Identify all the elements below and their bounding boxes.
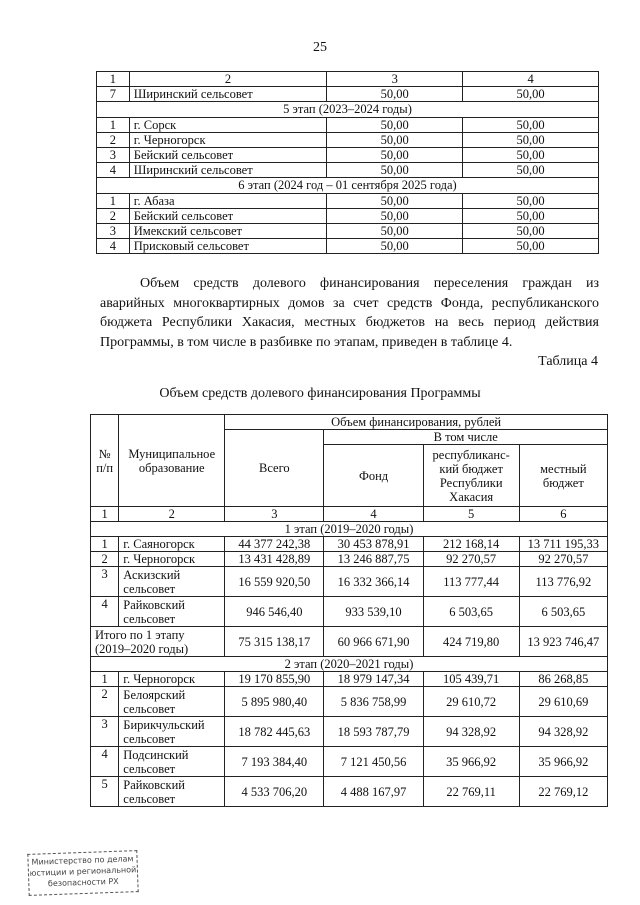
- stage-label: 2 этап (2020–2021 годы): [91, 657, 608, 672]
- row-number: 7: [97, 87, 130, 102]
- column-number: 2: [119, 507, 225, 522]
- value-cell: 50,00: [327, 223, 463, 238]
- stage-total-row: [91, 627, 608, 657]
- republic-budget-value: 94 328,92: [423, 717, 519, 747]
- row-number: 3: [97, 147, 130, 162]
- local-budget-value: 113 776,92: [519, 567, 607, 597]
- municipality-name: г. Черногорск: [119, 672, 225, 687]
- header-local-budget: местный бюджет: [519, 445, 607, 507]
- table-4-body: [91, 415, 608, 807]
- table-row: [91, 597, 608, 627]
- header-row: [91, 415, 608, 430]
- republic-budget-value: 29 610,72: [423, 687, 519, 717]
- row-number: 4: [91, 747, 119, 777]
- header-total: Всего: [225, 430, 324, 507]
- municipality-name: г. Саяногорск: [119, 537, 225, 552]
- municipality-name: Бейский сельсовет: [129, 208, 327, 223]
- table-top-body: [97, 72, 599, 254]
- municipality-name: Имекский сельсовет: [129, 223, 327, 238]
- municipality-name: Ширинский сельсовет: [129, 163, 327, 178]
- row-number: 1: [97, 117, 130, 132]
- table-row: [97, 132, 599, 147]
- table-row: [91, 777, 608, 807]
- header-cell: 2: [129, 72, 327, 87]
- stamp-line: Министерство по делам: [31, 854, 134, 867]
- page-number: 25: [313, 40, 327, 55]
- row-number: 1: [97, 193, 130, 208]
- fund-value: 13 246 887,75: [324, 552, 423, 567]
- column-number: 5: [423, 507, 519, 522]
- municipality-name: Аскизский сельсовет: [119, 567, 225, 597]
- total-value: 18 782 445,63: [225, 717, 324, 747]
- header-fund: Фонд: [324, 445, 423, 507]
- table-row: [91, 567, 608, 597]
- row-number: 5: [91, 777, 119, 807]
- value-cell: 50,00: [463, 87, 599, 102]
- row-number: 2: [97, 132, 130, 147]
- local-budget-value: 22 769,12: [519, 777, 607, 807]
- fund-value: 5 836 758,99: [324, 687, 423, 717]
- stage-row: [97, 178, 599, 193]
- value-cell: 50,00: [463, 163, 599, 178]
- municipality-name: Бейский сельсовет: [129, 147, 327, 162]
- table-row: [91, 537, 608, 552]
- row-number: 3: [97, 223, 130, 238]
- row-number: 4: [97, 239, 130, 254]
- value-cell: 50,00: [327, 147, 463, 162]
- total-value: 16 559 920,50: [225, 567, 324, 597]
- table-row: [97, 193, 599, 208]
- row-number: 2: [97, 208, 130, 223]
- republic-budget-value: 22 769,11: [423, 777, 519, 807]
- republic-budget-value: 35 966,92: [423, 747, 519, 777]
- total-label: Итого по 1 этапу (2019–2020 годы): [91, 627, 225, 657]
- value-cell: 50,00: [327, 163, 463, 178]
- value-cell: 50,00: [463, 223, 599, 238]
- local-budget-value: 92 270,57: [519, 552, 607, 567]
- fund-value: 18 979 147,34: [324, 672, 423, 687]
- column-number-row: [91, 507, 608, 522]
- value-cell: 50,00: [327, 239, 463, 254]
- total-value: 75 315 138,17: [225, 627, 324, 657]
- value-cell: 50,00: [463, 147, 599, 162]
- column-number: 6: [519, 507, 607, 522]
- header-cell: 4: [463, 72, 599, 87]
- local-budget-value: 35 966,92: [519, 747, 607, 777]
- municipality-name: г. Черногорск: [129, 132, 327, 147]
- municipality-name: Подсинский сельсовет: [119, 747, 225, 777]
- stage-label: 1 этап (2019–2020 годы): [91, 522, 608, 537]
- column-number: 1: [91, 507, 119, 522]
- stage-row: [91, 522, 608, 537]
- value-cell: 50,00: [327, 117, 463, 132]
- republic-budget-value: 212 168,14: [423, 537, 519, 552]
- fund-value: 18 593 787,79: [324, 717, 423, 747]
- value-cell: 50,00: [463, 132, 599, 147]
- total-value: 19 170 855,90: [225, 672, 324, 687]
- municipality-name: Белоярский сельсовет: [119, 687, 225, 717]
- header-num: № п/п: [91, 415, 119, 507]
- table-row: [97, 208, 599, 223]
- stage-row: [97, 102, 599, 117]
- total-value: 946 546,40: [225, 597, 324, 627]
- local-budget-value: 13 711 195,33: [519, 537, 607, 552]
- local-budget-value: 13 923 746,47: [519, 627, 607, 657]
- total-value: 44 377 242,38: [225, 537, 324, 552]
- local-budget-value: 86 268,85: [519, 672, 607, 687]
- municipality-name: Ширинский сельсовет: [129, 87, 327, 102]
- table-row: [91, 687, 608, 717]
- municipality-name: Райковский сельсовет: [119, 597, 225, 627]
- value-cell: 50,00: [327, 87, 463, 102]
- table-row: [91, 672, 608, 687]
- value-cell: 50,00: [463, 193, 599, 208]
- registration-stamp: [27, 850, 138, 896]
- table-top-header-row: [97, 72, 599, 87]
- fund-value: 30 453 878,91: [324, 537, 423, 552]
- header-cell: 1: [97, 72, 130, 87]
- table-row: [97, 223, 599, 238]
- republic-budget-value: 6 503,65: [423, 597, 519, 627]
- table-title: Объем средств долевого финансирования Программы: [159, 386, 481, 401]
- republic-budget-value: 105 439,71: [423, 672, 519, 687]
- row-number: 2: [91, 687, 119, 717]
- row-number: 4: [97, 163, 130, 178]
- fund-value: 16 332 366,14: [324, 567, 423, 597]
- fund-value: 60 966 671,90: [324, 627, 423, 657]
- fund-value: 933 539,10: [324, 597, 423, 627]
- table-row: [97, 117, 599, 132]
- municipality-name: г. Сорск: [129, 117, 327, 132]
- table-row: [97, 147, 599, 162]
- value-cell: 50,00: [327, 208, 463, 223]
- value-cell: 50,00: [463, 208, 599, 223]
- table-row: [97, 239, 599, 254]
- table-row: [97, 163, 599, 178]
- header-municipality: Муниципальное образование: [119, 415, 225, 507]
- total-value: 13 431 428,89: [225, 552, 324, 567]
- total-value: 5 895 980,40: [225, 687, 324, 717]
- table-row: [91, 552, 608, 567]
- local-budget-value: 29 610,69: [519, 687, 607, 717]
- value-cell: 50,00: [463, 117, 599, 132]
- row-number: 3: [91, 567, 119, 597]
- column-number: 4: [324, 507, 423, 522]
- total-value: 7 193 384,40: [225, 747, 324, 777]
- republic-budget-value: 113 777,44: [423, 567, 519, 597]
- stage-row: [91, 657, 608, 672]
- header-financing: Объем финансирования, рублей: [225, 415, 608, 430]
- row-number: 1: [91, 537, 119, 552]
- row-number: 1: [91, 672, 119, 687]
- republic-budget-value: 92 270,57: [423, 552, 519, 567]
- table-4: [90, 414, 608, 807]
- header-including: В том числе: [324, 430, 608, 445]
- table-caption: Таблица 4: [538, 354, 598, 369]
- municipality-name: Райковский сельсовет: [119, 777, 225, 807]
- value-cell: 50,00: [327, 132, 463, 147]
- fund-value: 4 488 167,97: [324, 777, 423, 807]
- header-cell: 3: [327, 72, 463, 87]
- stamp-line: безопасности РХ: [47, 876, 119, 889]
- total-value: 4 533 706,20: [225, 777, 324, 807]
- republic-budget-value: 424 719,80: [423, 627, 519, 657]
- municipality-name: Присковый сельсовет: [129, 239, 327, 254]
- municipality-name: г. Абаза: [129, 193, 327, 208]
- table-top: [96, 71, 599, 254]
- row-number: 4: [91, 597, 119, 627]
- table-row: [91, 717, 608, 747]
- municipality-name: Бирикчульский сельсовет: [119, 717, 225, 747]
- header-republic-budget: республиканс-кий бюджет Республики Хакасия: [423, 445, 519, 507]
- local-budget-value: 6 503,65: [519, 597, 607, 627]
- municipality-name: г. Черногорск: [119, 552, 225, 567]
- fund-value: 7 121 450,56: [324, 747, 423, 777]
- body-paragraph: Объем средств долевого финансирования переселения граждан из аварийных многоквартирных домов за счет средств Фонда, республиканского бюджета Республики Хакасия, местных бюджетов на весь период действия Программы, в том числе в разбивке по этапам, приведен в таблице 4.: [100, 276, 599, 350]
- row-number: 3: [91, 717, 119, 747]
- table-row: [91, 747, 608, 777]
- stamp-line: юстиции и региональной: [29, 865, 137, 878]
- row-number: 2: [91, 552, 119, 567]
- stage-label: 6 этап (2024 год – 01 сентября 2025 года): [97, 178, 599, 193]
- table-row: [97, 87, 599, 102]
- value-cell: 50,00: [463, 239, 599, 254]
- stage-label: 5 этап (2023–2024 годы): [97, 102, 599, 117]
- column-number: 3: [225, 507, 324, 522]
- local-budget-value: 94 328,92: [519, 717, 607, 747]
- value-cell: 50,00: [327, 193, 463, 208]
